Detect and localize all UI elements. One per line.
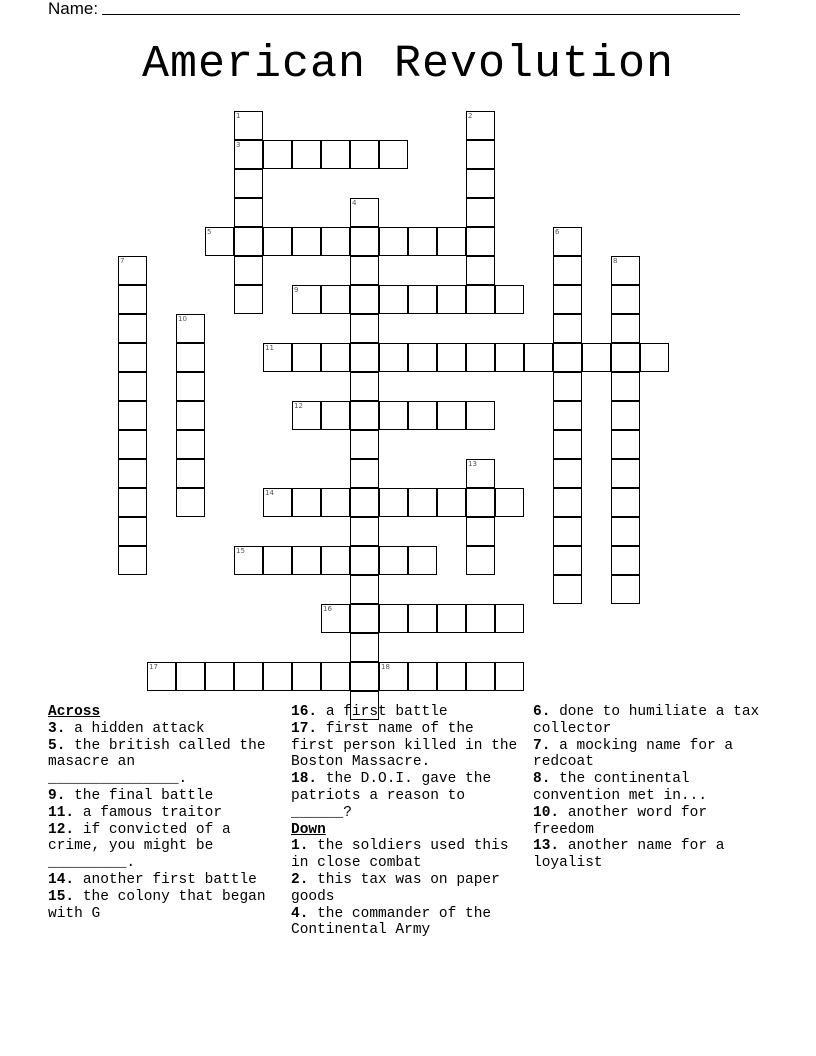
crossword-cell[interactable] [118,459,147,488]
crossword-cell[interactable] [408,488,437,517]
cell-number: 17 [149,663,158,671]
crossword-cell[interactable] [176,343,205,372]
crossword-cell[interactable] [350,401,379,430]
across-clue: 5. the british called the masacre an _______________. [48,737,266,788]
crossword-cell[interactable] [466,604,495,633]
crossword-cell[interactable] [466,285,495,314]
crossword-cell[interactable] [350,662,379,691]
crossword-cell[interactable] [466,517,495,546]
crossword-cell[interactable] [611,372,640,401]
crossword-cell[interactable] [611,459,640,488]
crossword-cell[interactable] [176,662,205,691]
crossword-cell[interactable] [466,401,495,430]
crossword-cell[interactable] [466,169,495,198]
crossword-cell[interactable] [495,604,524,633]
down-clue: 4. the commander of the Continental Army [291,905,492,939]
crossword-cell[interactable] [466,227,495,256]
crossword-cell[interactable] [234,169,263,198]
crossword-cell[interactable] [611,285,640,314]
down-clue: 13. another name for a loyalist [533,838,725,872]
crossword-cell[interactable] [582,343,611,372]
crossword-cell[interactable] [437,401,466,430]
crossword-cell[interactable] [553,256,582,285]
crossword-cell[interactable] [263,140,292,169]
crossword-cell[interactable] [292,227,321,256]
crossword-cell[interactable] [118,488,147,517]
crossword-cell[interactable] [553,546,582,575]
crossword-cell[interactable] [321,488,350,517]
crossword-cell[interactable] [611,575,640,604]
cell-number: 14 [265,489,274,497]
cell-number: 1 [236,112,241,120]
crossword-cell[interactable] [495,343,524,372]
crossword-cell[interactable] [408,285,437,314]
crossword-cell[interactable] [379,488,408,517]
down-heading: Down [291,821,326,838]
crossword-cell[interactable] [234,662,263,691]
crossword-cell[interactable] [118,314,147,343]
crossword-cell[interactable] [321,227,350,256]
crossword-cell[interactable] [176,401,205,430]
cell-number: 18 [381,663,390,671]
crossword-cell[interactable] [379,343,408,372]
crossword-cell[interactable] [408,401,437,430]
crossword-cell[interactable] [495,488,524,517]
down-clue: 6. done to humiliate a tax collector [533,704,760,737]
crossword-cell[interactable] [553,430,582,459]
crossword-cell[interactable] [350,140,379,169]
crossword-cell[interactable] [408,662,437,691]
crossword-cell[interactable] [466,546,495,575]
crossword-cell[interactable] [292,488,321,517]
crossword-cell[interactable] [408,604,437,633]
crossword-cell[interactable] [466,662,495,691]
across-clue: 12. if convicted of a crime, you might be _________. [48,821,231,872]
crossword-cell[interactable] [611,546,640,575]
crossword-cell[interactable] [437,488,466,517]
crossword-cell[interactable] [176,372,205,401]
across-heading: Across [48,704,101,720]
crossword-cell[interactable] [379,546,408,575]
crossword-cell[interactable] [350,488,379,517]
crossword-cell[interactable] [118,343,147,372]
crossword-cell[interactable] [408,343,437,372]
crossword-cell[interactable] [234,227,263,256]
crossword-cell[interactable] [176,459,205,488]
crossword-cell[interactable] [466,488,495,517]
across-clue: 17. first name of the first person killed in the Boston Massacre. [291,720,518,771]
crossword-cell[interactable] [611,488,640,517]
crossword-cell[interactable] [379,285,408,314]
clues-column-1 [48,704,270,922]
crossword-cell[interactable] [292,662,321,691]
crossword-cell[interactable] [350,314,379,343]
down-clue: 10. another word for freedom [533,804,708,838]
across-clue: 11. a famous traitor [48,804,223,821]
crossword-cell[interactable] [321,140,350,169]
cell-number: 8 [613,257,618,265]
crossword-cell[interactable] [118,546,147,575]
crossword-cell[interactable] [466,343,495,372]
crossword-cell[interactable] [553,343,582,372]
crossword-cell[interactable] [292,546,321,575]
crossword-cell[interactable] [495,662,524,691]
crossword-cell[interactable] [611,517,640,546]
across-clue: 14. another first battle [48,871,257,888]
crossword-cell[interactable] [263,227,292,256]
crossword-cell[interactable] [466,198,495,227]
clues-column-2 [291,704,521,939]
down-clue: 2. this tax was on paper goods [291,871,500,905]
across-clue: 18. the D.O.I. gave the patriots a reason to ______? [291,771,492,821]
crossword-cell[interactable] [292,140,321,169]
crossword-cell[interactable] [118,430,147,459]
cell-number: 4 [352,199,357,207]
name-label: Name: [48,0,99,18]
crossword-cell[interactable] [553,285,582,314]
crossword-cell[interactable] [176,488,205,517]
cell-number: 5 [207,228,212,236]
crossword-cell[interactable] [611,343,640,372]
crossword-cell[interactable] [350,575,379,604]
crossword-cell[interactable] [350,227,379,256]
crossword-cell[interactable] [350,430,379,459]
crossword-cell[interactable] [408,227,437,256]
crossword-cell[interactable] [437,604,466,633]
crossword-cell[interactable] [437,227,466,256]
crossword-cell[interactable] [379,401,408,430]
crossword-cell[interactable] [611,430,640,459]
crossword-cell[interactable] [553,372,582,401]
cell-number: 2 [468,112,473,120]
crossword-cell[interactable] [437,285,466,314]
across-clue: 3. a hidden attack [48,720,205,737]
crossword-cell[interactable] [350,517,379,546]
crossword-cell[interactable] [350,372,379,401]
crossword-cell[interactable] [611,314,640,343]
crossword-cell[interactable] [466,140,495,169]
crossword-cell[interactable] [350,546,379,575]
cell-number: 12 [294,402,303,410]
crossword-cell[interactable] [118,517,147,546]
cell-number: 10 [178,315,187,323]
crossword-cell[interactable] [176,430,205,459]
crossword-cell[interactable] [437,343,466,372]
crossword-cell[interactable] [350,285,379,314]
crossword-cell[interactable] [553,517,582,546]
crossword-cell[interactable] [321,343,350,372]
crossword-cell[interactable] [263,546,292,575]
cell-number: 7 [120,257,125,265]
crossword-cell[interactable] [466,256,495,285]
crossword-cell[interactable] [263,662,292,691]
crossword-cell[interactable] [524,343,553,372]
crossword-cell[interactable] [611,401,640,430]
crossword-cell[interactable] [553,314,582,343]
down-clue: 8. the continental convention met in... [533,771,708,804]
crossword-cell[interactable] [118,401,147,430]
crossword-cell[interactable] [495,285,524,314]
page-title: American Revolution [141,39,675,90]
crossword-cell[interactable] [437,662,466,691]
across-clue: 9. the final battle [48,787,214,804]
crossword-cell[interactable] [553,488,582,517]
crossword-cell[interactable] [379,227,408,256]
down-clue: 1. the soldiers used this in close combat [291,838,509,872]
crossword-cell[interactable] [118,372,147,401]
crossword-cell[interactable] [321,546,350,575]
crossword-cell[interactable] [234,285,263,314]
crossword-cell[interactable] [234,198,263,227]
crossword-cell[interactable] [379,604,408,633]
across-clue: 16. a first battle [291,704,448,720]
crossword-cell[interactable] [408,546,437,575]
down-clue: 7. a mocking name for a redcoat [533,737,734,771]
cell-number: 11 [265,344,274,352]
crossword-cell[interactable] [379,140,408,169]
crossword-cell[interactable] [321,285,350,314]
crossword-cell[interactable] [350,343,379,372]
crossword-cell[interactable] [350,633,379,662]
cell-number: 13 [468,460,477,468]
cell-number: 3 [236,141,241,149]
cell-number: 15 [236,547,245,555]
cell-number: 16 [323,605,332,613]
crossword-cell[interactable] [553,459,582,488]
crossword-cell[interactable] [321,401,350,430]
crossword-cell[interactable] [234,256,263,285]
across-clue: 15. the colony that began with G [48,888,266,922]
crossword-cell[interactable] [350,604,379,633]
cell-number: 9 [294,286,299,294]
crossword-cell[interactable] [350,256,379,285]
crossword-cell[interactable] [205,662,234,691]
crossword-cell[interactable] [350,459,379,488]
crossword-cell[interactable] [553,575,582,604]
crossword-cell[interactable] [118,285,147,314]
crossword-cell[interactable] [553,401,582,430]
crossword-cell[interactable] [292,343,321,372]
clues-column-3 [533,704,768,872]
crossword-cell[interactable] [321,662,350,691]
cell-number: 6 [555,228,560,236]
crossword-cell[interactable] [640,343,669,372]
